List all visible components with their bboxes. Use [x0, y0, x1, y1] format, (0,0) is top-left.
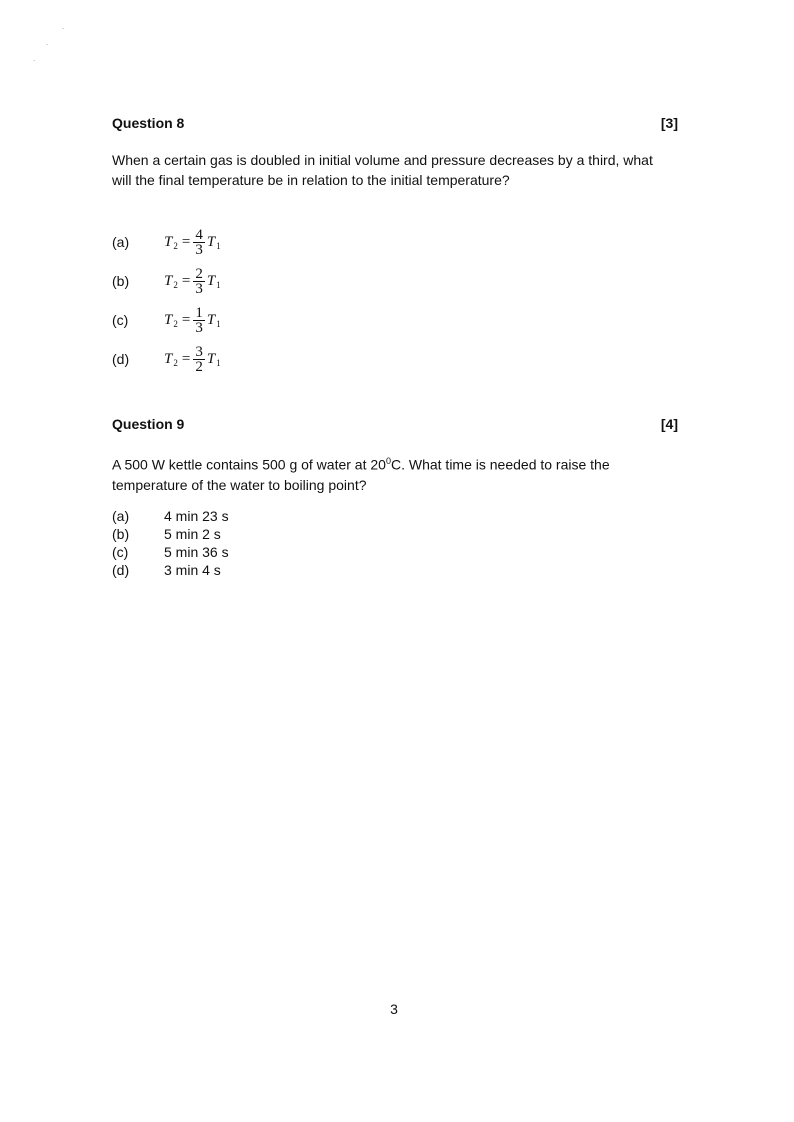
option-label: (a)	[112, 234, 130, 250]
fraction-denominator: 3	[195, 241, 203, 258]
option-label: (d)	[112, 562, 130, 578]
formula-lhs-sub: 2	[173, 280, 178, 290]
formula-rhs-sub: 1	[216, 319, 221, 329]
option-text: 4 min 23 s	[164, 508, 229, 524]
option-label: (b)	[112, 526, 130, 542]
formula-equals: =	[181, 311, 191, 328]
fraction-numerator: 2	[195, 265, 203, 282]
formula-rhs: T	[206, 350, 216, 367]
option-formula	[164, 261, 221, 301]
page-number: 3	[390, 1001, 398, 1017]
option-formula	[164, 300, 221, 340]
option-text: 3 min 4 s	[164, 562, 221, 578]
stem-text: C. What time is needed to raise the temperature of the water to boiling point?	[112, 456, 610, 493]
question-9-stem	[112, 451, 632, 495]
formula-rhs-sub: 1	[216, 280, 221, 290]
option-label: (c)	[112, 544, 129, 560]
option-label: (b)	[112, 273, 130, 289]
formula-fraction	[193, 267, 205, 296]
formula-rhs: T	[206, 233, 216, 250]
formula-equals: =	[181, 233, 191, 250]
fraction-denominator: 2	[195, 358, 203, 375]
scan-speck: .	[62, 22, 65, 31]
formula-rhs: T	[206, 272, 216, 289]
formula-rhs-sub: 1	[216, 241, 221, 251]
fraction-numerator: 4	[195, 226, 203, 243]
question-8-stem: When a certain gas is doubled in initial volume and pressure decreases by a third, what will the final temperature be in relation to the initial temperature?	[112, 152, 653, 188]
option-text: 5 min 36 s	[164, 544, 229, 560]
formula-rhs-sub: 1	[216, 358, 221, 368]
fraction-numerator: 3	[195, 343, 203, 360]
formula-lhs-sub: 2	[173, 241, 178, 251]
option-formula	[164, 222, 221, 262]
formula-lhs: T	[164, 272, 173, 289]
formula-fraction	[193, 306, 205, 335]
scan-speck: .	[46, 38, 49, 47]
option-text: 5 min 2 s	[164, 526, 221, 542]
fraction-denominator: 3	[195, 280, 203, 297]
question-9-marks: [4]	[660, 416, 678, 432]
formula-lhs: T	[164, 311, 173, 328]
formula-lhs-sub: 2	[173, 319, 178, 329]
degree-superscript: 0	[385, 456, 391, 466]
option-label: (d)	[112, 351, 130, 367]
formula-fraction	[193, 345, 205, 374]
option-label: (a)	[112, 508, 130, 524]
fraction-numerator: 1	[195, 304, 203, 321]
question-9-heading: Question 9	[112, 416, 185, 432]
option-formula	[164, 339, 221, 379]
formula-equals: =	[181, 350, 191, 367]
question-8-heading: Question 8	[112, 115, 185, 131]
formula-rhs: T	[206, 311, 216, 328]
formula-fraction	[193, 228, 205, 257]
option-label: (c)	[112, 312, 129, 328]
formula-lhs: T	[164, 233, 173, 250]
formula-lhs: T	[164, 350, 173, 367]
formula-equals: =	[181, 272, 191, 289]
fraction-denominator: 3	[195, 319, 203, 336]
question-8-marks: [3]	[660, 115, 678, 131]
formula-lhs-sub: 2	[173, 358, 178, 368]
scan-speck: .	[33, 54, 36, 63]
stem-text: A 500 W kettle contains 500 g of water at 20	[112, 456, 386, 473]
